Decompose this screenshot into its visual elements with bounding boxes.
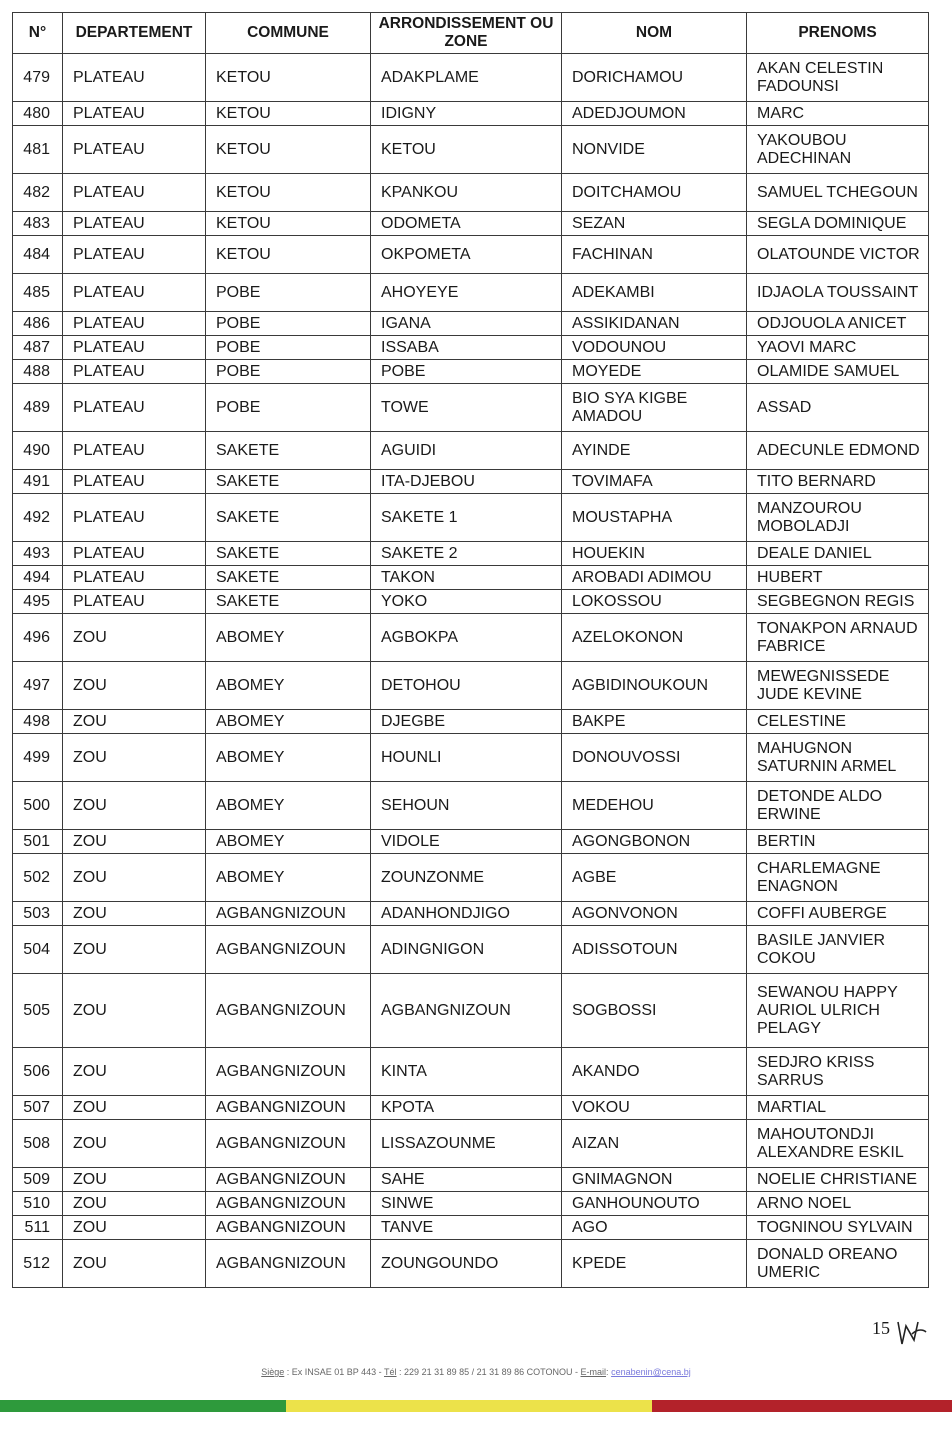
cell-departement: PLATEAU [63, 566, 206, 590]
footer-tel-text: : 229 21 31 89 85 / 21 31 89 86 COTONOU - [399, 1367, 578, 1377]
cell-number: 505 [13, 974, 63, 1048]
cell-departement: PLATEAU [63, 212, 206, 236]
table-row [13, 1048, 929, 1096]
table-row [13, 1216, 929, 1240]
table-row [13, 470, 929, 494]
cell-commune: KETOU [206, 174, 371, 212]
cell-commune: AGBANGNIZOUN [206, 1192, 371, 1216]
cell-prenoms: YAKOUBOU ADECHINAN [747, 126, 929, 174]
cell-nom: DOITCHAMOU [562, 174, 747, 212]
cell-arrondissement: OKPOMETA [371, 236, 562, 274]
cell-number: 490 [13, 432, 63, 470]
cell-prenoms: HUBERT [747, 566, 929, 590]
header-arrondissement: ARRONDISSEMENT OU ZONE [371, 13, 562, 54]
cell-departement: ZOU [63, 1120, 206, 1168]
table-row [13, 566, 929, 590]
cell-nom: AROBADI ADIMOU [562, 566, 747, 590]
cell-arrondissement: SAKETE 1 [371, 494, 562, 542]
cell-arrondissement: ZOUNZONME [371, 854, 562, 902]
cell-number: 479 [13, 54, 63, 102]
cell-arrondissement: VIDOLE [371, 830, 562, 854]
cell-number: 492 [13, 494, 63, 542]
cell-prenoms: MAHOUTONDJI ALEXANDRE ESKIL [747, 1120, 929, 1168]
cell-nom: SOGBOSSI [562, 974, 747, 1048]
cell-number: 494 [13, 566, 63, 590]
cell-departement: PLATEAU [63, 470, 206, 494]
table-row [13, 102, 929, 126]
cell-commune: KETOU [206, 102, 371, 126]
cell-departement: ZOU [63, 662, 206, 710]
cell-commune: AGBANGNIZOUN [206, 1120, 371, 1168]
cell-nom: GNIMAGNON [562, 1168, 747, 1192]
cell-arrondissement: ISSABA [371, 336, 562, 360]
results-table [12, 12, 929, 1288]
cell-departement: PLATEAU [63, 102, 206, 126]
cell-departement: PLATEAU [63, 360, 206, 384]
cell-departement: PLATEAU [63, 312, 206, 336]
cell-commune: AGBANGNIZOUN [206, 1096, 371, 1120]
cell-number: 483 [13, 212, 63, 236]
table-row [13, 1120, 929, 1168]
cell-commune: ABOMEY [206, 830, 371, 854]
footer-email-sep: : [606, 1367, 609, 1377]
cell-prenoms: SEDJRO KRISS SARRUS [747, 1048, 929, 1096]
table-row [13, 494, 929, 542]
cell-departement: ZOU [63, 1216, 206, 1240]
cell-commune: SAKETE [206, 432, 371, 470]
cell-number: 500 [13, 782, 63, 830]
cell-arrondissement: AGBOKPA [371, 614, 562, 662]
signature-initials [894, 1318, 930, 1348]
table-row [13, 542, 929, 566]
cell-commune: AGBANGNIZOUN [206, 926, 371, 974]
cell-arrondissement: AGUIDI [371, 432, 562, 470]
table-row [13, 926, 929, 974]
cell-departement: PLATEAU [63, 590, 206, 614]
cell-commune: ABOMEY [206, 710, 371, 734]
table-row [13, 782, 929, 830]
cell-arrondissement: KPOTA [371, 1096, 562, 1120]
cell-arrondissement: ZOUNGOUNDO [371, 1240, 562, 1288]
cell-departement: ZOU [63, 1192, 206, 1216]
cell-number: 504 [13, 926, 63, 974]
cell-departement: ZOU [63, 854, 206, 902]
cell-arrondissement: DJEGBE [371, 710, 562, 734]
cell-number: 511 [13, 1216, 63, 1240]
cell-number: 509 [13, 1168, 63, 1192]
table-row [13, 360, 929, 384]
cell-prenoms: MARTIAL [747, 1096, 929, 1120]
cell-commune: AGBANGNIZOUN [206, 902, 371, 926]
cell-arrondissement: SAHE [371, 1168, 562, 1192]
cell-arrondissement: SINWE [371, 1192, 562, 1216]
cell-prenoms: BERTIN [747, 830, 929, 854]
cell-arrondissement: ADINGNIGON [371, 926, 562, 974]
cell-commune: SAKETE [206, 566, 371, 590]
cell-arrondissement: TANVE [371, 1216, 562, 1240]
cell-arrondissement: KPANKOU [371, 174, 562, 212]
cell-number: 487 [13, 336, 63, 360]
cell-commune: ABOMEY [206, 662, 371, 710]
cell-departement: ZOU [63, 926, 206, 974]
cell-departement: ZOU [63, 710, 206, 734]
cell-prenoms: BASILE JANVIER COKOU [747, 926, 929, 974]
table-row [13, 734, 929, 782]
table-row [13, 212, 929, 236]
cell-nom: NONVIDE [562, 126, 747, 174]
cell-nom: VOKOU [562, 1096, 747, 1120]
cell-number: 510 [13, 1192, 63, 1216]
cell-commune: POBE [206, 274, 371, 312]
cell-nom: MOYEDE [562, 360, 747, 384]
cell-prenoms: ADECUNLE EDMOND [747, 432, 929, 470]
cell-nom: FACHINAN [562, 236, 747, 274]
cell-nom: DONOUVOSSI [562, 734, 747, 782]
cell-number: 488 [13, 360, 63, 384]
table-row [13, 236, 929, 274]
table-row [13, 974, 929, 1048]
flag-red-band [652, 1400, 952, 1412]
cell-prenoms: SEWANOU HAPPY AURIOL ULRICH PELAGY [747, 974, 929, 1048]
cell-commune: SAKETE [206, 590, 371, 614]
table-row [13, 902, 929, 926]
table-row [13, 854, 929, 902]
cell-number: 486 [13, 312, 63, 336]
cell-prenoms: ODJOUOLA ANICET [747, 312, 929, 336]
cell-prenoms: TOGNINOU SYLVAIN [747, 1216, 929, 1240]
cell-commune: KETOU [206, 126, 371, 174]
cell-departement: PLATEAU [63, 54, 206, 102]
cell-number: 491 [13, 470, 63, 494]
cell-number: 489 [13, 384, 63, 432]
footer-email-label: E-mail [580, 1367, 607, 1377]
cell-commune: ABOMEY [206, 734, 371, 782]
cell-nom: MEDEHOU [562, 782, 747, 830]
cell-arrondissement: ITA-DJEBOU [371, 470, 562, 494]
cell-arrondissement: ADANHONDJIGO [371, 902, 562, 926]
cell-commune: POBE [206, 360, 371, 384]
cell-arrondissement: IDIGNY [371, 102, 562, 126]
cell-prenoms: IDJAOLA TOUSSAINT [747, 274, 929, 312]
cell-prenoms: CHARLEMAGNE ENAGNON [747, 854, 929, 902]
cell-commune: ABOMEY [206, 854, 371, 902]
cell-prenoms: CELESTINE [747, 710, 929, 734]
cell-commune: KETOU [206, 212, 371, 236]
cell-arrondissement: POBE [371, 360, 562, 384]
cell-nom: KPEDE [562, 1240, 747, 1288]
cell-prenoms: SEGBEGNON REGIS [747, 590, 929, 614]
cell-commune: AGBANGNIZOUN [206, 974, 371, 1048]
cell-commune: AGBANGNIZOUN [206, 1168, 371, 1192]
table-row [13, 126, 929, 174]
cell-nom: MOUSTAPHA [562, 494, 747, 542]
table-row [13, 432, 929, 470]
cell-prenoms: OLAMIDE SAMUEL [747, 360, 929, 384]
cell-nom: AIZAN [562, 1120, 747, 1168]
cell-number: 484 [13, 236, 63, 274]
cell-prenoms: NOELIE CHRISTIANE [747, 1168, 929, 1192]
cell-nom: AGBIDINOUKOUN [562, 662, 747, 710]
cell-nom: ASSIKIDANAN [562, 312, 747, 336]
cell-departement: PLATEAU [63, 236, 206, 274]
table-row [13, 1240, 929, 1288]
cell-nom: AGONGBONON [562, 830, 747, 854]
cell-departement: PLATEAU [63, 432, 206, 470]
cell-commune: KETOU [206, 236, 371, 274]
cell-arrondissement: KINTA [371, 1048, 562, 1096]
cell-nom: AZELOKONON [562, 614, 747, 662]
cell-nom: DORICHAMOU [562, 54, 747, 102]
cell-arrondissement: ADAKPLAME [371, 54, 562, 102]
cell-arrondissement: YOKO [371, 590, 562, 614]
cell-number: 506 [13, 1048, 63, 1096]
cell-departement: ZOU [63, 902, 206, 926]
cell-prenoms: YAOVI MARC [747, 336, 929, 360]
cell-nom: ADEDJOUMON [562, 102, 747, 126]
table-row [13, 614, 929, 662]
flag-green-band [0, 1400, 286, 1412]
table-row [13, 1168, 929, 1192]
cell-number: 496 [13, 614, 63, 662]
cell-prenoms: DEALE DANIEL [747, 542, 929, 566]
cell-nom: LOKOSSOU [562, 590, 747, 614]
table-row [13, 384, 929, 432]
footer-siege-text: : Ex INSAE 01 BP 443 - [286, 1367, 382, 1377]
cell-number: 498 [13, 710, 63, 734]
cell-departement: PLATEAU [63, 542, 206, 566]
cell-commune: POBE [206, 312, 371, 336]
cell-nom: AGO [562, 1216, 747, 1240]
cell-departement: PLATEAU [63, 274, 206, 312]
footer-tel-label: Tél [384, 1367, 397, 1377]
cell-nom: GANHOUNOUTO [562, 1192, 747, 1216]
cell-nom: AKANDO [562, 1048, 747, 1096]
cell-commune: POBE [206, 384, 371, 432]
cell-departement: PLATEAU [63, 336, 206, 360]
cell-departement: ZOU [63, 1240, 206, 1288]
cell-prenoms: MANZOUROU MOBOLADJI [747, 494, 929, 542]
cell-commune: ABOMEY [206, 614, 371, 662]
cell-arrondissement: AHOYEYE [371, 274, 562, 312]
cell-departement: ZOU [63, 830, 206, 854]
cell-prenoms: TITO BERNARD [747, 470, 929, 494]
cell-arrondissement: TOWE [371, 384, 562, 432]
cell-commune: AGBANGNIZOUN [206, 1216, 371, 1240]
table-row [13, 274, 929, 312]
cell-commune: AGBANGNIZOUN [206, 1240, 371, 1288]
cell-nom: VODOUNOU [562, 336, 747, 360]
table-row [13, 174, 929, 212]
cell-arrondissement: TAKON [371, 566, 562, 590]
cell-departement: PLATEAU [63, 494, 206, 542]
cell-commune: SAKETE [206, 494, 371, 542]
cell-nom: BIO SYA KIGBE AMADOU [562, 384, 747, 432]
cell-arrondissement: LISSAZOUNME [371, 1120, 562, 1168]
cell-departement: ZOU [63, 1096, 206, 1120]
cell-prenoms: SEGLA DOMINIQUE [747, 212, 929, 236]
table-row [13, 336, 929, 360]
cell-departement: PLATEAU [63, 126, 206, 174]
table-row [13, 1096, 929, 1120]
cell-nom: HOUEKIN [562, 542, 747, 566]
cell-arrondissement: HOUNLI [371, 734, 562, 782]
cell-commune: KETOU [206, 54, 371, 102]
cell-nom: AGONVONON [562, 902, 747, 926]
header-nom: NOM [562, 13, 747, 54]
cell-prenoms: ARNO NOEL [747, 1192, 929, 1216]
cell-departement: ZOU [63, 734, 206, 782]
table-row [13, 54, 929, 102]
cell-commune: AGBANGNIZOUN [206, 1048, 371, 1096]
cell-nom: TOVIMAFA [562, 470, 747, 494]
header-number: N° [13, 13, 63, 54]
cell-prenoms: ASSAD [747, 384, 929, 432]
table-row [13, 590, 929, 614]
cell-departement: PLATEAU [63, 384, 206, 432]
cell-number: 481 [13, 126, 63, 174]
cell-departement: ZOU [63, 974, 206, 1048]
flag-stripe [0, 1400, 952, 1412]
cell-nom: AGBE [562, 854, 747, 902]
cell-arrondissement: ODOMETA [371, 212, 562, 236]
cell-number: 499 [13, 734, 63, 782]
header-prenoms: PRENOMS [747, 13, 929, 54]
cell-departement: ZOU [63, 1048, 206, 1096]
cell-prenoms: AKAN CELESTIN FADOUNSI [747, 54, 929, 102]
cell-arrondissement: IGANA [371, 312, 562, 336]
cell-departement: ZOU [63, 782, 206, 830]
table-row [13, 312, 929, 336]
cell-prenoms: DONALD OREANO UMERIC [747, 1240, 929, 1288]
cell-nom: AYINDE [562, 432, 747, 470]
header-departement: DEPARTEMENT [63, 13, 206, 54]
cell-number: 497 [13, 662, 63, 710]
cell-prenoms: DETONDE ALDO ERWINE [747, 782, 929, 830]
table-row [13, 830, 929, 854]
table-header-row [13, 13, 929, 54]
table-row [13, 1192, 929, 1216]
cell-prenoms: COFFI AUBERGE [747, 902, 929, 926]
cell-nom: ADEKAMBI [562, 274, 747, 312]
cell-departement: PLATEAU [63, 174, 206, 212]
cell-prenoms: MAHUGNON SATURNIN ARMEL [747, 734, 929, 782]
table-row [13, 710, 929, 734]
cell-arrondissement: AGBANGNIZOUN [371, 974, 562, 1048]
cell-arrondissement: SEHOUN [371, 782, 562, 830]
footer-contact [0, 1367, 952, 1377]
footer-siege-label: Siège [261, 1367, 285, 1377]
cell-number: 480 [13, 102, 63, 126]
cell-nom: BAKPE [562, 710, 747, 734]
cell-commune: SAKETE [206, 542, 371, 566]
page-number: 15 [872, 1318, 890, 1338]
cell-prenoms: MARC [747, 102, 929, 126]
cell-arrondissement: KETOU [371, 126, 562, 174]
cell-nom: ADISSOTOUN [562, 926, 747, 974]
cell-prenoms: OLATOUNDE VICTOR [747, 236, 929, 274]
cell-number: 507 [13, 1096, 63, 1120]
cell-commune: SAKETE [206, 470, 371, 494]
cell-number: 512 [13, 1240, 63, 1288]
cell-prenoms: MEWEGNISSEDE JUDE KEVINE [747, 662, 929, 710]
cell-number: 502 [13, 854, 63, 902]
cell-departement: ZOU [63, 614, 206, 662]
cell-arrondissement: DETOHOU [371, 662, 562, 710]
cell-commune: ABOMEY [206, 782, 371, 830]
header-commune: COMMUNE [206, 13, 371, 54]
cell-arrondissement: SAKETE 2 [371, 542, 562, 566]
table-row [13, 662, 929, 710]
cell-departement: ZOU [63, 1168, 206, 1192]
cell-number: 508 [13, 1120, 63, 1168]
flag-yellow-band [286, 1400, 652, 1412]
cell-number: 503 [13, 902, 63, 926]
cell-number: 485 [13, 274, 63, 312]
footer-email-link[interactable]: cenabenin@cena.bj [611, 1367, 691, 1377]
cell-nom: SEZAN [562, 212, 747, 236]
cell-commune: POBE [206, 336, 371, 360]
cell-prenoms: TONAKPON ARNAUD FABRICE [747, 614, 929, 662]
cell-number: 493 [13, 542, 63, 566]
cell-number: 495 [13, 590, 63, 614]
cell-number: 501 [13, 830, 63, 854]
cell-number: 482 [13, 174, 63, 212]
cell-prenoms: SAMUEL TCHEGOUN [747, 174, 929, 212]
